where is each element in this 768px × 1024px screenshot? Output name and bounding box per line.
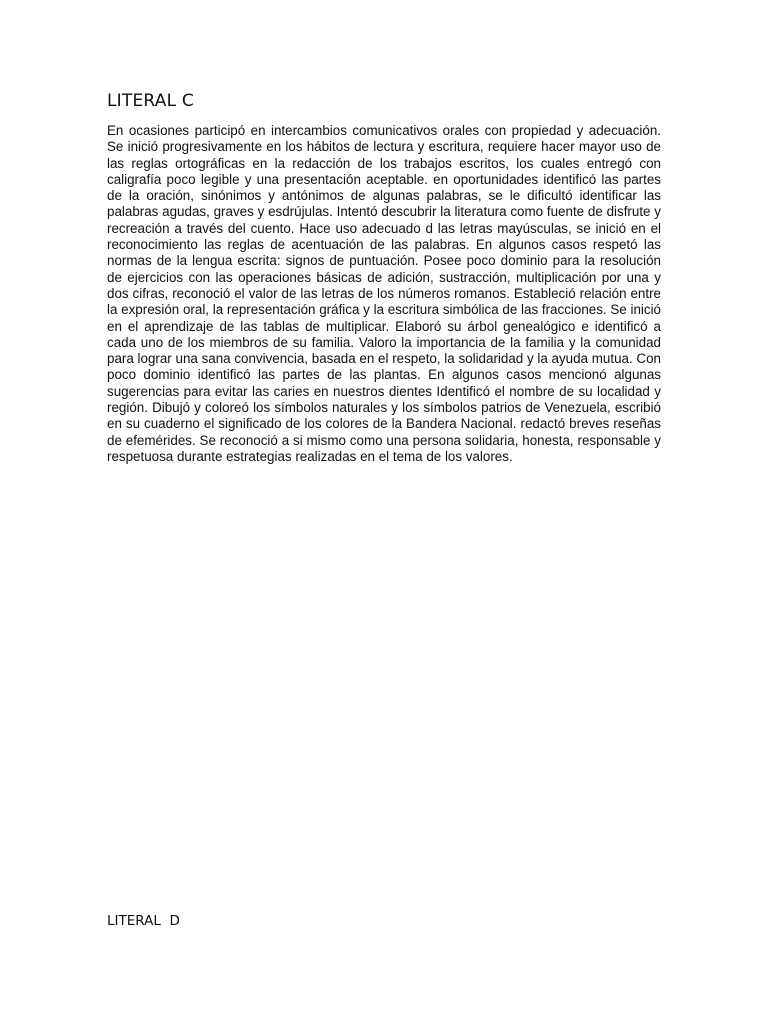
section-c-title: LITERAL C bbox=[107, 91, 194, 111]
section-c-body: En ocasiones participó en intercambios comunicativos orales con propiedad y adecuación. Se inició progresivamente en los hábitos de lectura y escritura, requiere hacer mayor uso de las reglas ortográficas en la redacción de los trabajos escritos, los cuales entregó con caligrafía poco legible y una presentación aceptable. en oportunidades identificó las partes de la oración, sinónimos y antónimos de algunas palabras, se le dificultó identificar las palabras agudas, graves y esdrújulas. Intentó descubrir la literatura como fuente de disfrute y recreación a través del cuento. Hace uso adecuado d las letras mayúsculas, se inició en el reconocimiento las reglas de acentuación de las palabras. En algunos casos respetó las normas de la lengua escrita: signos de puntuación. Posee poco dominio para la resolución de ejercicios con las operaciones básicas de adición, sustracción, multiplicación por una y dos cifras, reconoció el valor de las letras de los números romanos. Estableció relación entre la expresión oral, la representación gráfica y la escritura simbólica de las fracciones. Se inició en el aprendizaje de las tablas de multiplicar. Elaboró su árbol genealógico e identificó a cada uno de los miembros de su familia. Valoro la importancia de la familia y la comunidad para lograr una sana convivencia, basada en el respeto, la solidaridad y la ayuda mutua. Con poco dominio identificó las partes de las plantas. En algunos casos mencionó algunas sugerencias para evitar las caries en nuestros dientes Identificó el nombre de su localidad y región. Dibujó y coloreó los símbolos naturales y los símbolos patrios de Venezuela, escribió en su cuaderno el significado de los colores de la Bandera Nacional. redactó breves reseñas de efemérides. Se reconoció a si mismo como una persona solidaria, honesta, responsable y respetuosa durante estrategias realizadas en el tema de los valores. bbox=[107, 123, 661, 464]
section-d-title: LITERAL D bbox=[107, 913, 180, 929]
